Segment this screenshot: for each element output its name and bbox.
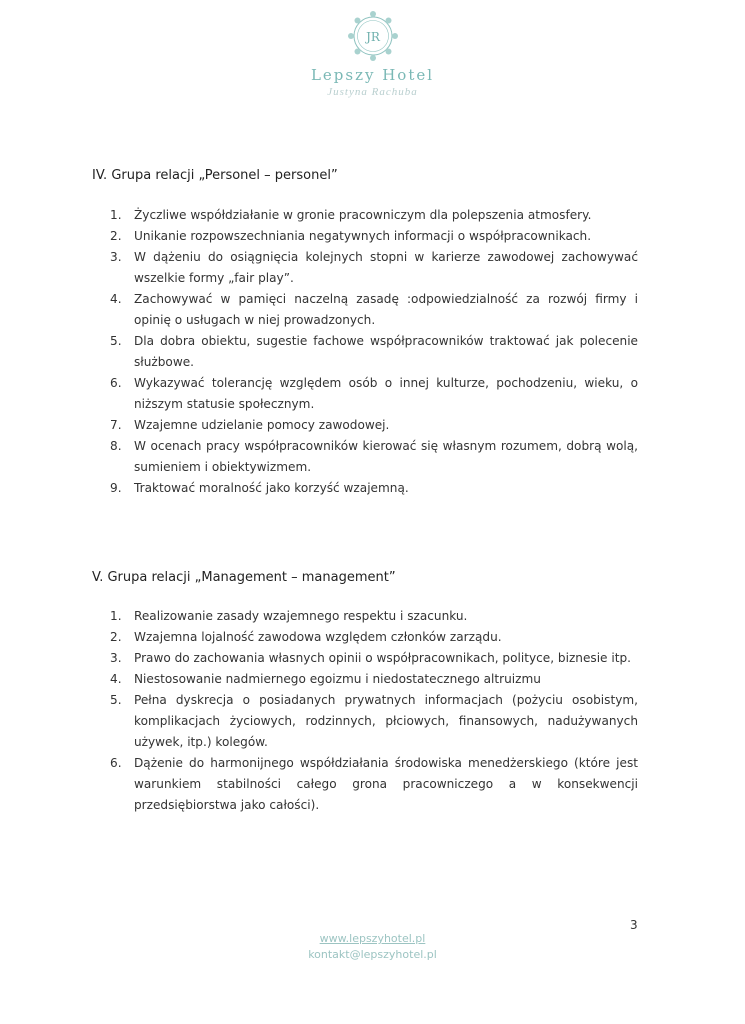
- section-title-v: V. Grupa relacji „Management – management”: [92, 570, 396, 585]
- item-number: 8.: [110, 439, 122, 453]
- section-iv-list: [110, 205, 638, 499]
- monogram-wreath-icon: [347, 10, 399, 62]
- item-text: Wykazywać tolerancję względem osób o innej kulturze, pochodzeniu, wieku, o niższym statusie społecznym.: [134, 376, 638, 411]
- list-item: [110, 205, 638, 226]
- list-item: [110, 606, 638, 627]
- item-text: Realizowanie zasady wzajemnego respektu i szacunku.: [134, 609, 468, 623]
- item-number: 1.: [110, 208, 122, 222]
- item-text: Traktować moralność jako korzyść wzajemną.: [134, 481, 409, 495]
- section-v-list: [110, 606, 638, 816]
- item-text: Dla dobra obiektu, sugestie fachowe współpracowników traktować jak polecenie służbowe.: [134, 334, 638, 369]
- footer: [0, 931, 745, 963]
- list-item: [110, 648, 638, 669]
- item-number: 2.: [110, 630, 122, 644]
- item-number: 4.: [110, 672, 122, 686]
- item-text: Unikanie rozpowszechniania negatywnych informacji o współpracownikach.: [134, 229, 592, 243]
- list-item: [110, 669, 638, 690]
- item-text: Wzajemna lojalność zawodowa względem członków zarządu.: [134, 630, 502, 644]
- list-item: [110, 226, 638, 247]
- list-item: [110, 373, 638, 415]
- page-number: 3: [630, 918, 638, 932]
- item-text: Zachowywać w pamięci naczelną zasadę :odpowiedzialność za rozwój firmy i opinię o usługach w niej prowadzonych.: [134, 292, 638, 327]
- item-number: 5.: [110, 334, 122, 348]
- item-number: 7.: [110, 418, 122, 432]
- list-item: [110, 627, 638, 648]
- list-item: [110, 289, 638, 331]
- section-title-iv: IV. Grupa relacji „Personel – personel”: [92, 168, 338, 183]
- list-item: [110, 247, 638, 289]
- signature: Justyna Rachuba: [327, 86, 418, 98]
- item-text: Prawo do zachowania własnych opinii o współpracownikach, polityce, biznesie itp.: [134, 651, 631, 665]
- item-text: Dążenie do harmonijnego współdziałania środowiska menedżerskiego (które jest warunkiem stabilności całego grona pracowniczego a w konsekwencji przedsiębiorstwa jako całości).: [134, 756, 638, 812]
- item-number: 6.: [110, 756, 122, 770]
- website-link[interactable]: www.lepszyhotel.pl: [319, 932, 426, 945]
- item-text: Życzliwe współdziałanie w gronie pracowniczym dla polepszenia atmosfery.: [134, 208, 592, 222]
- item-number: 2.: [110, 229, 122, 243]
- list-item: [110, 331, 638, 373]
- item-number: 3.: [110, 651, 122, 665]
- list-item: [110, 753, 638, 816]
- item-text: W dążeniu do osiągnięcia kolejnych stopni w karierze zawodowej zachowywać wszelkie formy „fair play”.: [134, 250, 638, 285]
- item-number: 9.: [110, 481, 122, 495]
- list-item: [110, 415, 638, 436]
- item-number: 1.: [110, 609, 122, 623]
- item-number: 5.: [110, 693, 122, 707]
- item-number: 6.: [110, 376, 122, 390]
- monogram-text: JR: [365, 30, 380, 44]
- item-number: 4.: [110, 292, 122, 306]
- contact-email[interactable]: kontakt@lepszyhotel.pl: [308, 948, 437, 961]
- item-text: Wzajemne udzielanie pomocy zawodowej.: [134, 418, 390, 432]
- item-text: W ocenach pracy współpracowników kierować się własnym rozumem, dobrą wolą, sumieniem i obiektywizmem.: [134, 439, 638, 474]
- list-item: [110, 436, 638, 478]
- list-item: [110, 478, 638, 499]
- hotel-logo: [0, 10, 745, 98]
- item-text: Niestosowanie nadmiernego egoizmu i niedostatecznego altruizmu: [134, 672, 541, 686]
- item-text: Pełna dyskrecja o posiadanych prywatnych informacjach (pożyciu osobistym, komplikacjach życiowych, rodzinnych, płciowych, finansowych, nadużywanych używek, itp.) kolegów.: [134, 693, 638, 749]
- item-number: 3.: [110, 250, 122, 264]
- list-item: [110, 690, 638, 753]
- brand-name: Lepszy Hotel: [310, 66, 435, 84]
